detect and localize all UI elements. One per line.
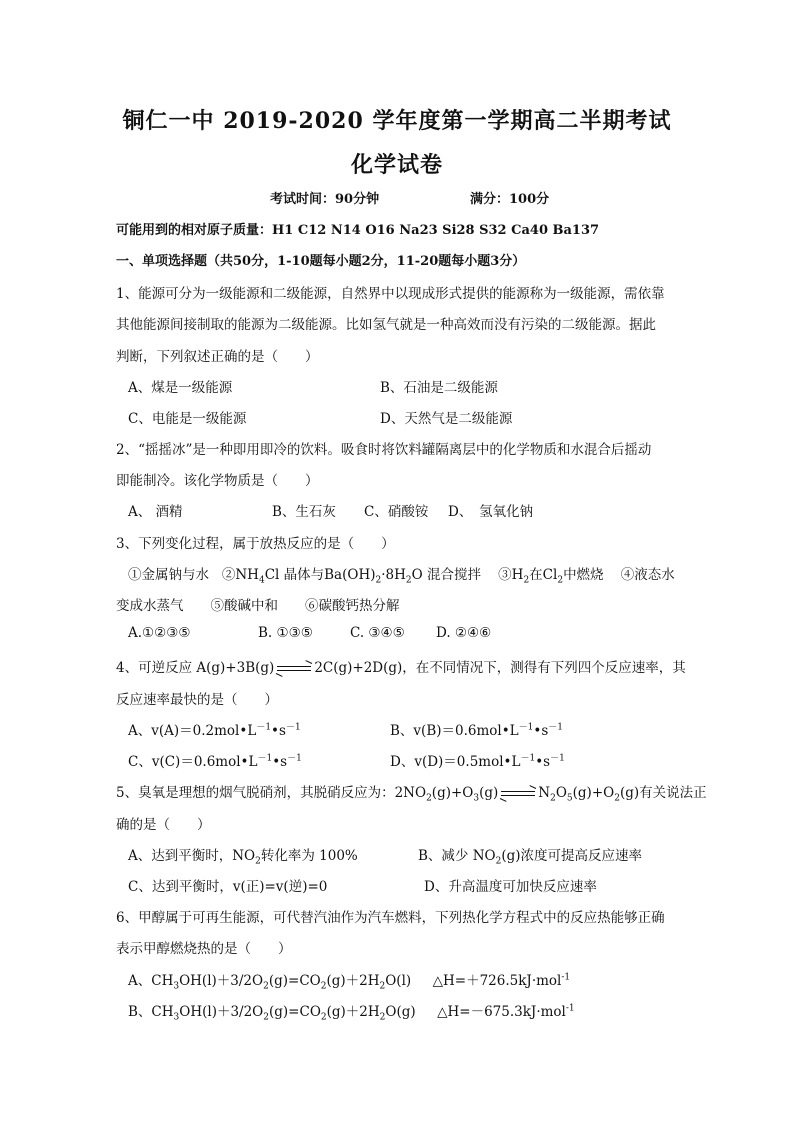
q2-option-c: C、硝酸铵 [364,504,429,520]
q2-stem-line1: 2、“摇摇冰”是一种即用即冷的饮料。吸食时将饮料罐隔离层中的化学物质和水混合后摇动 [116,442,652,458]
q1-stem-line1: 1、能源可分为一级能源和二级能源，自然界中以现成形式提供的能源称为一级能源，需依靠 [116,286,665,302]
section-heading: 一、单项选择题（共50分，1-10题每小题2分，11-20题每小题3分） [116,254,526,269]
q4-option-a: A、$v(A)=0.2mol•L^{-1}•s^{-1}$ [128,722,301,739]
q4-option-d: D、$v(D)=0.5mol•L^{-1}•s^{-1}$ [390,753,565,770]
q5-option-c: C、达到平衡时，v(正)=v(逆)=0 [128,879,328,895]
q3-stem-line3: 变成水蒸气 ⑤酸碱中和 ⑥碳酸钙热分解 [116,598,400,614]
atomic-masses: 可能用到的相对原子质量：H1 C12 N14 O16 Na23 Si28 S32 Ca40 Ba137 [116,223,600,238]
q2-option-b: B、生石灰 [272,504,336,520]
q5-stem-line1: 5、臭氧是理想的烟气脱硝剂，其脱硝反应为：$2NO_2(g)+O_3(g)$ $N_2O_5(g)+O_2(g)$有关说法正 [116,785,707,804]
equilibrium-arrow-icon [501,790,535,798]
q6-stem-line1: 6、甲醇属于可再生能源，可代替汽油作为汽车燃料，下列热化学方程式中的反应热能够正确 [116,910,665,926]
q1-stem-line2: 其他能源间接制取的能源为二级能源。比如氢气就是一种高效而没有污染的二级能源。据此 [116,317,656,333]
q4-option-c: C、$v(C)=0.6mol•L^{-1}•s^{-1}$ [128,753,302,770]
q6-option-b: B、$CH_3OH(l)+3/2O_2(g)=CO_2(g)+2H_2O(g)$ △H=－675.3kJ·mol$^{-1}$ [128,1003,575,1023]
q5-stem-line2: 确的是（ ） [116,817,211,833]
q1-stem-line3: 判断，下列叙述正确的是（ ） [116,349,319,365]
q3-stem-line2 [128,563,675,586]
q4-stem-line1: 4、可逆反应 A(g)+3B(g) 2C(g)+2D(g)，在不同情况下，测得有下列四个反应速率，其 [116,660,686,676]
q3-item-2: $②NH_4Cl$ 晶体与$Ba(OH)_2\cdot 8H_2O$ 混合搅拌 [221,567,481,586]
q5-option-d: D、升高温度可加快反应速率 [424,879,597,895]
q3-item-3: $③H_2$在$Cl_2$中燃烧 [498,567,604,586]
q2-option-a: A、 酒精 [128,504,183,520]
q2-stem-line2: 即能制冷。该化学物质是（ ） [116,473,319,489]
q3-item-1: ①金属钠与水 [128,567,209,583]
exam-score: 满分：100分 [470,192,550,207]
q4-option-b: B、$v(B)=0.6mol•L^{-1}•s^{-1}$ [390,722,564,739]
q5-option-a: A、达到平衡时，$NO_2$转化率为 100% [128,848,358,867]
q2-option-d: D、 氢氧化钠 [448,504,534,520]
q3-option-d: D. ②④⑥ [436,625,492,641]
q3-stem-line1: 3、下列变化过程，属于放热反应的是（ ） [116,536,395,552]
q3-option-c: C. ③④⑤ [350,625,405,641]
q1-option-d: D、天然气是二级能源 [380,411,513,427]
q6-stem-line2: 表示甲醇燃烧热的是（ ） [116,941,292,957]
q4-stem-line2: 反应速率最快的是（ ） [116,692,278,708]
q3-item-4: ④液态水 [620,567,675,583]
q6-option-a: A、$CH_3OH(l)+3/2O_2(g)=CO_2(g)+2H_2O(l)$ △H=＋726.5kJ·mol$^{-1}$ [128,972,571,992]
q3-option-a: A.①②③⑤ [128,625,191,641]
q1-option-b: B、石油是二级能源 [380,380,498,396]
equilibrium-arrow-icon [277,665,311,673]
q1-option-c: C、电能是一级能源 [128,411,247,427]
exam-title: 铜仁一中 2019-2020 学年度第一学期高二半期考试 [122,108,672,134]
q5-option-b: B、减少 $NO_2(g)$浓度可提高反应速率 [418,848,643,867]
q1-option-a: A、煤是一级能源 [128,380,233,396]
q3-option-b: B. ①③⑤ [258,625,313,641]
exam-time: 考试时间：90分钟 [270,192,380,207]
exam-subtitle: 化学试卷 [350,152,443,178]
